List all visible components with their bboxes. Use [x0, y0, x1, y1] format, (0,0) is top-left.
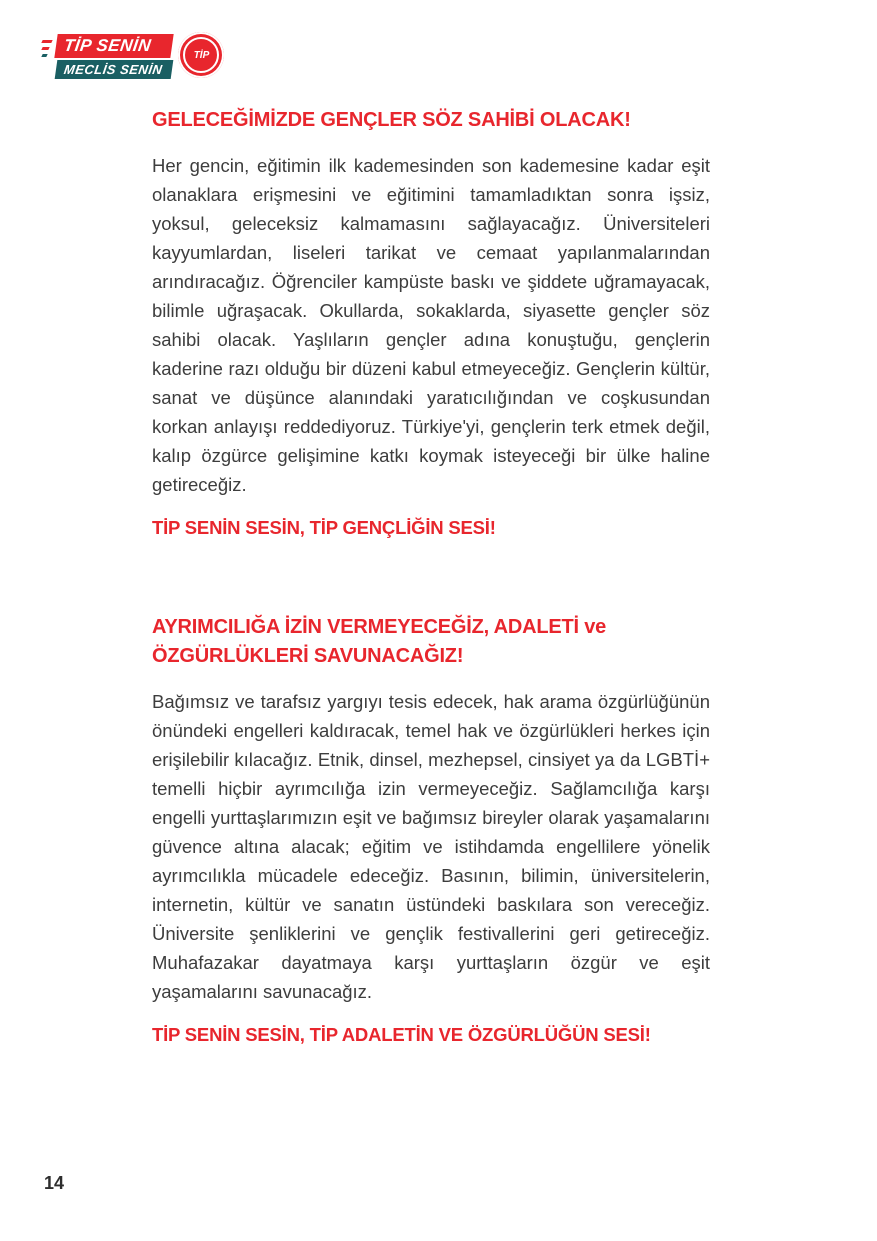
speed-lines-icon — [42, 40, 52, 57]
logo-tagline-top — [54, 34, 174, 58]
page-content — [152, 106, 710, 1120]
section-youth-heading: GELECEĞİMİZDE GENÇLER SÖZ SAHİBİ OLACAK! — [152, 109, 631, 131]
logo-tagline-bottom-text: MECLİS SENİN — [62, 62, 164, 77]
section-youth-slogan: TİP SENİN SESİN, TİP GENÇLİĞİN SESİ! — [152, 517, 496, 538]
tip-emblem-text: TİP — [183, 37, 219, 73]
section-justice-body: Bağımsız ve tarafsız yargıyı tesis edecek, hak arama özgürlüğünün önündeki engelleri kaldıracak, temel hak ve özgürlükleri herkes için erişilebilir kılacağız. Etnik, dinsel, mezhepsel, cinsiyet ya da LGBTİ+ temelli hiçbir ayrımcılığa izin vermeyeceğiz. Sağlamcılığa karşı engelli yurttaşlarımızın eşit ve bağımsız bireyler olarak yaşamalarını güvence altına alacak; eğitim ve istihdamda engellilere yönelik ayrımcılıkla mücadele edeceğiz. Basının, bilimin, üniversitelerin, internetin, kültür ve sanatın üstündeki baskılara son vereceğiz. Üniversite şenliklerini ve gençlik festivallerini geri getireceğiz. Muhafazakar dayatmaya karşı yurttaşların özgür ve eşit yaşamalarını savunacağız. — [152, 691, 710, 1002]
section-youth — [152, 106, 710, 539]
logo-tagline-top-text: TİP SENİN — [62, 36, 153, 55]
party-logo — [42, 34, 224, 79]
page-number: 14 — [44, 1173, 65, 1193]
tip-emblem-icon — [178, 32, 224, 78]
logo-tagline-bottom — [55, 60, 174, 79]
section-youth-body: Her gencin, eğitimin ilk kademesinden son kademesine kadar eşit olanaklara erişmesini ve eğitimini tamamladıktan sonra işsiz, yoksul, geleceksiz kalmamasını sağlayacağız. Üniversiteleri kayyumlardan, liseleri tarikat ve cemaat yapılanmalarından arındıracağız. Öğrenciler kampüste baskı ve şiddete uğramayacak, bilimle uğraşacak. Okullarda, sokaklarda, siyasette gençler söz sahibi olacak. Yaşlıların gençler adına konuştuğu, gençlerin kaderine razı olduğu bir düzeni kabul etmeyeceğiz. Gençlerin kültür, sanat ve düşünce alanındaki yaratıcılığından ve coşkusundan korkan anlayışı reddediyoruz. Türkiye'yi, gençlerin terk etmek değil, kalıp özgürce gelişimine katkı koymak isteyeceği bir ülke haline getireceğiz. — [152, 155, 710, 495]
section-justice — [152, 613, 710, 1046]
section-justice-slogan: TİP SENİN SESİN, TİP ADALETİN VE ÖZGÜRLÜĞÜN SESİ! — [152, 1024, 651, 1045]
logo-taglines — [56, 34, 172, 79]
section-justice-heading: AYRIMCILIĞA İZİN VERMEYECEĞİZ, ADALETİ ve ÖZGÜRLÜKLERİ SAVUNACAĞIZ! — [152, 616, 607, 667]
